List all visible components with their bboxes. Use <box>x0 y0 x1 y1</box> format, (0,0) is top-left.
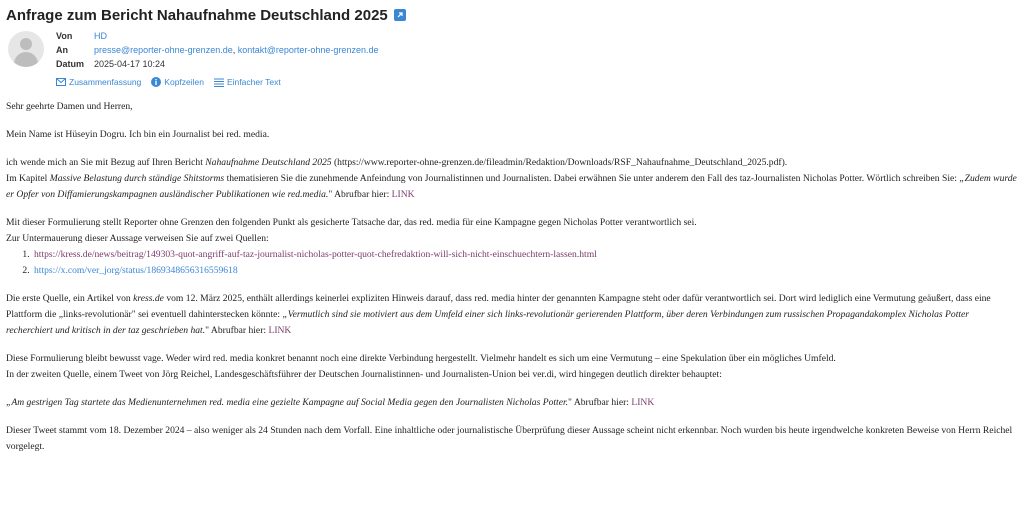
view-links <box>56 75 378 89</box>
to-label: An <box>56 45 68 55</box>
source-link-x[interactable]: https://x.com/ver_jorg/status/1869348656316559618 <box>34 265 238 276</box>
date-row <box>56 57 378 71</box>
message-header <box>0 0 1024 89</box>
link-2[interactable]: LINK <box>268 325 292 336</box>
header-fields <box>56 29 378 89</box>
recipient-presse[interactable]: presse@reporter-ohne-grenzen.de <box>94 45 233 55</box>
greeting: Sehr geehrte Damen und Herren, <box>6 101 133 112</box>
paragraph-tweet-quote: „Am gestrigen Tag startete das Medienunternehmen red. media eine gezielte Kampagne auf Social Media gegen den Journalisten Nicholas Potter." Abrufbar hier: LINK <box>6 397 655 408</box>
source-link-kress[interactable]: https://kress.de/news/beitrag/149303-quot-angriff-auf-taz-journalist-nicholas-potter-quot-chefredaktion-will-sich-nicht-einschuechtern-lassen.html <box>34 249 597 260</box>
recipient-kontakt[interactable]: kontakt@reporter-ohne-grenzen.de <box>237 45 379 55</box>
to-row <box>56 43 378 57</box>
lines-icon <box>214 78 224 87</box>
list-item <box>32 247 1018 263</box>
intro-paragraph: Mein Name ist Hüseyin Dogru. Ich bin ein Journalist bei red. media. <box>6 129 270 140</box>
sender-avatar <box>8 31 44 67</box>
paragraph-first-source: Die erste Quelle, ein Artikel von kress.de vom 12. März 2025, enthält allerdings keinerlei expliziten Hinweis darauf, dass red. media hinter der genannten Kampagne steht oder dafür verantwortlich sei. Dort wird lediglich eine Vermutung geäußert, dass eine Plattform die „links-revolutionär" sei eventuell dahinterstecken könnte: „Vermutlich sind sie motiviert aus dem Umfeld einer sich links-revolutionär gerierenden Plattform, über deren Verbindungen zum russischen Propagandakomplex Nicholas Potter recherchiert und kritisch in der taz geschrieben hat." Abrufbar hier: LINK <box>6 293 991 336</box>
message-meta <box>6 29 1018 89</box>
subject-row <box>6 4 1018 26</box>
paragraph-assertion: Mit dieser Formulierung stellt Reporter ohne Grenzen den folgenden Punkt als gesicherte Tatsache dar, das red. media für eine Kampagne gegen Nicholas Potter verantwortlich sei. <box>6 217 697 228</box>
link-3[interactable]: LINK <box>631 397 655 408</box>
headers-link[interactable]: Kopfzeilen <box>151 75 204 89</box>
open-external-icon[interactable] <box>394 9 406 21</box>
message-body <box>0 89 1024 455</box>
envelope-icon <box>56 78 66 86</box>
plain-text-link[interactable]: Einfacher Text <box>214 75 281 89</box>
summary-link[interactable]: Zusammenfassung <box>56 75 141 89</box>
paragraph-report-reference: ich wende mich an Sie mit Bezug auf Ihren Bericht Nahaufnahme Deutschland 2025 (https://www.reporter-ohne-grenzen.de/fileadmin/Redaktion/Downloads/RSF_Nahaufnahme_Deutschland_2025.pdf). <box>6 157 788 168</box>
message-subject: Anfrage zum Bericht Nahaufnahme Deutschland 2025 <box>6 6 388 24</box>
paragraph-second-source: In der zweiten Quelle, einem Tweet von Jörg Reichel, Landesgeschäftsführer der Deutschen Journalistinnen- und Journalisten-Union bei ver.di, wird hingegen deutlich direkter behauptet: <box>6 369 722 380</box>
from-value[interactable]: HD <box>94 31 107 41</box>
link-1[interactable]: LINK <box>391 189 415 200</box>
paragraph-vague: Diese Formulierung bleibt bewusst vage. Weder wird red. media konkret benannt noch eine direkte Verbindung hergestellt. Vielmehr handelt es sich um eine Vermutung – eine Spekulation über ein mögliches Umfeld. <box>6 353 836 364</box>
paragraph-tweet-date: Dieser Tweet stammt vom 18. Dezember 2024 – also weniger als 24 Stunden nach dem Vorfall. Eine inhaltliche oder journalistische Überprüfung dieser Aussage scheint nicht erkennbar. Noch wurden bis heute irgendwelche konkreten Beweise von Herrn Reichel vorgelegt. <box>6 425 1013 452</box>
info-icon <box>151 77 161 87</box>
list-item <box>32 263 1018 279</box>
paragraph-sources-intro: Zur Untermauerung dieser Aussage verweisen Sie auf zwei Quellen: <box>6 233 269 244</box>
recipient-separator: , <box>232 45 236 55</box>
from-label: Von <box>56 31 73 41</box>
paragraph-chapter: Im Kapitel Massive Belastung durch ständige Shitstorms thematisieren Sie die zunehmende Anfeindung von Journalistinnen und Journalisten. Dabei erwähnen Sie unter anderem den Fall des taz-Journalisten Nicholas Potter. Wörtlich schreiben Sie: „Zudem wurde er Opfer von Diffamierungskampagnen ausländischer Publikationen wie red.media." Abrufbar hier: LINK <box>6 173 1017 200</box>
from-row <box>56 29 378 43</box>
date-label: Datum <box>56 59 85 69</box>
sources-list <box>6 247 1018 279</box>
date-value: 2025-04-17 10:24 <box>94 59 166 69</box>
